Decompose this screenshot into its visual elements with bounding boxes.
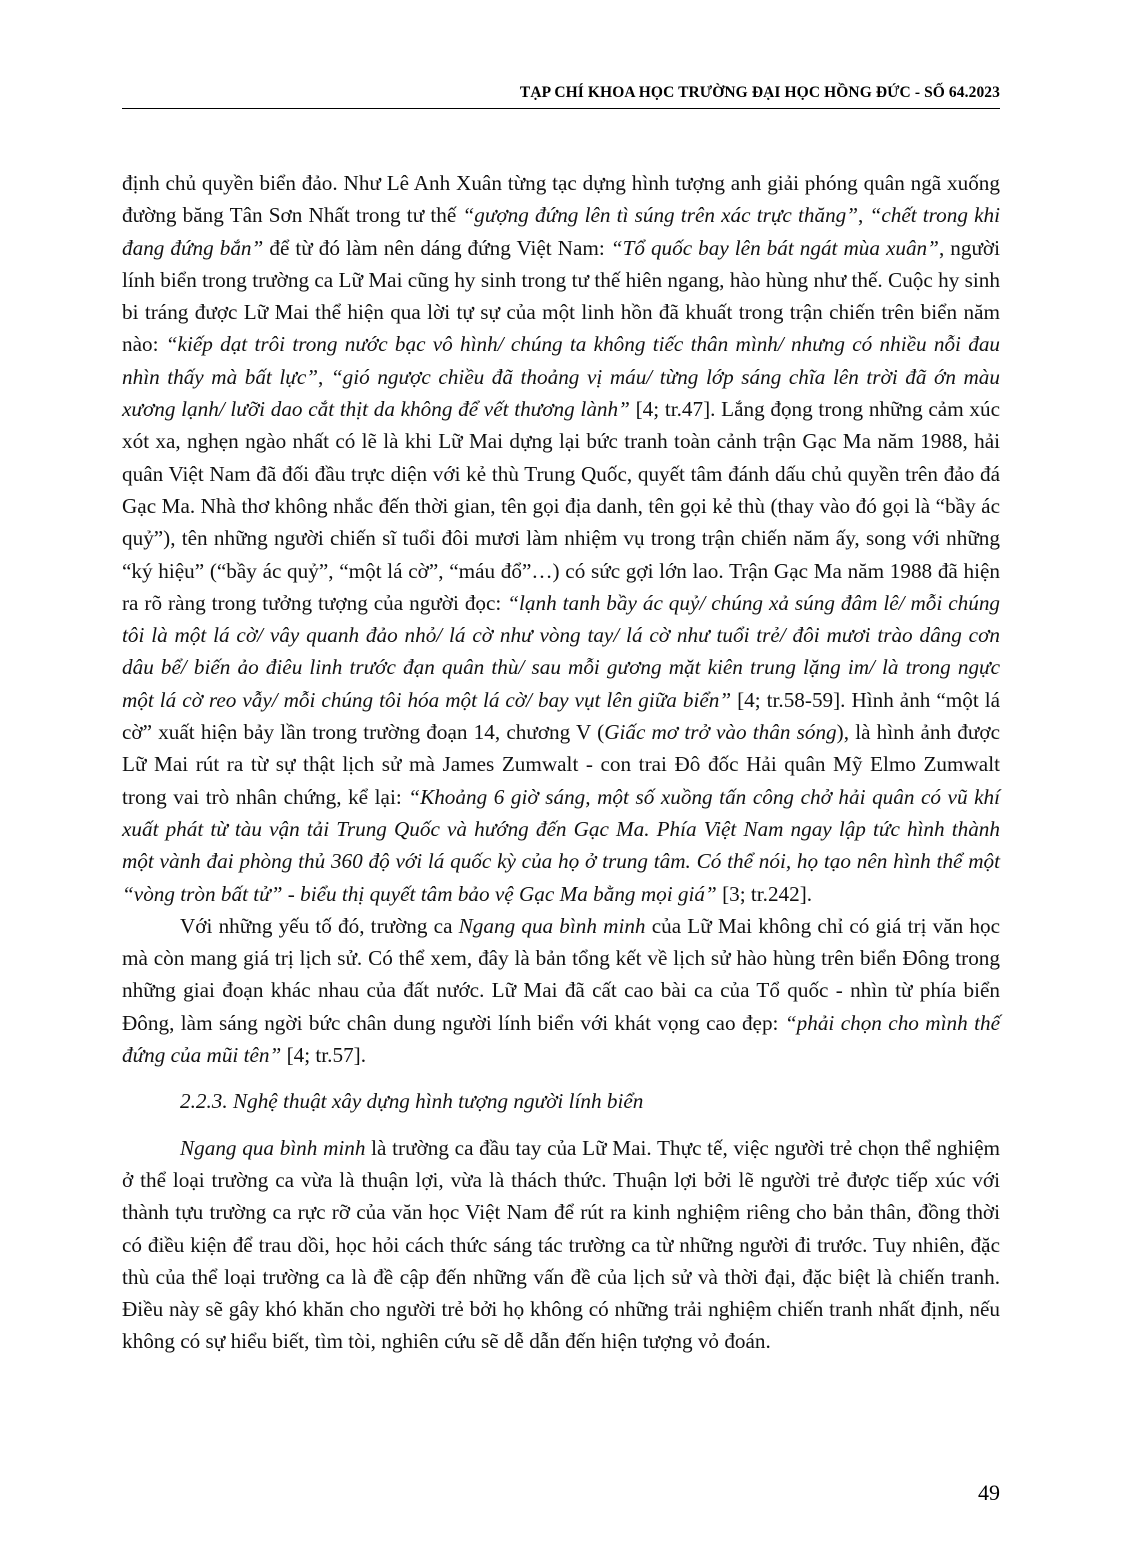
italic-quote-segment: “chết trong khi đang đứng bắn”: [122, 203, 1000, 260]
paragraph-gac-ma: [122, 167, 1000, 910]
text-segment: [4; tr.58-59]. Hình ảnh “một lá cờ” xuất hiện bảy lần trong trường đoạn 14, chương V (: [122, 687, 1000, 745]
text-segment: là trường ca đầu tay của Lữ Mai. Thực tế, việc người trẻ chọn thể nghiệm ở thể loại trường ca vừa là thuận lợi, vừa là thách thức. Thuận lợi bởi lẽ người trẻ được tiếp xúc với thành tựu trường ca rực rỡ của văn học Việt Nam để rút ra kinh nghiệm riêng cho bản thân, đồng thời có điều kiện để trau dồi, học hỏi cách thức sáng tác trường ca từ những người đi trước. Tuy nhiên, đặc thù của thể loại trường ca là đề cập đến những vấn đề của lịch sử và thời đại, đặc biệt là chiến tranh. Điều này sẽ gây khó khăn cho người trẻ bởi họ không có những trải nghiệm chiến tranh nhất định, nếu không có sự hiểu biết, tìm tòi, nghiên cứu sẽ dễ dẫn đến hiện tượng vỏ đoán.: [122, 1135, 1000, 1354]
italic-quote-segment: “lạnh tanh bầy ác quỷ/ chúng xả súng đâm lê/ mỗi chúng tôi là một lá cờ/ vây quanh đảo nhỏ/ lá cờ như vòng tay/ lá cờ như tuổi trẻ/ đôi mươi trào dâng cơn dâu bể/ biến ảo điêu linh trước đạn quân thù/ sau mỗi gương mặt kiên trung lặng im/ là trong ngực một lá cờ reo vẫy/ mỗi chúng tôi hóa một lá cờ/ bay vụt lên giữa biển”: [122, 590, 1001, 712]
text-segment: định chủ quyền biển đảo. Như Lê Anh Xuân từng tạc dựng hình tượng anh giải phóng quân ngã xuống đường băng Tân Sơn Nhất trong tư thế: [122, 171, 1000, 228]
text-segment: ,: [858, 203, 870, 228]
italic-quote-segment: “Khoảng 6 giờ sáng, một số xuồng tấn công chở hải quân có vũ khí xuất phát từ tàu vận tải Trung Quốc và hướng đến Gạc Ma. Phía Việt Nam ngay lập tức hình thành một vành đai phòng thủ 360 độ với lá quốc kỳ của họ ở trung tâm. Có thể nói, họ tạo nên hình thể một “vòng tròn bất tử” - biểu thị quyết tâm bảo vệ Gạc Ma bằng mọi giá”: [122, 784, 1000, 906]
paragraph-artistic-technique: [122, 1132, 1000, 1358]
body-text: [122, 167, 1000, 1358]
italic-quote-segment: Ngang qua bình minh: [180, 1135, 366, 1160]
text-segment: [3; tr.242].: [716, 881, 813, 906]
text-segment: [4; tr.57].: [281, 1043, 367, 1068]
text-segment: [4; tr.47]. Lắng đọng trong những cảm xúc xót xa, nghẹn ngào nhất có lẽ là khi Lữ Mai dựng lại bức tranh toàn cảnh trận Gạc Ma năm 1988, hải quân Việt Nam đã đối đầu trực diện với kẻ thù Trung Quốc, quyết tâm đánh dấu chủ quyền trên đảo đá Gạc Ma. Nhà thơ không nhắc đến thời gian, tên gọi địa danh, tên gọi kẻ thù (thay vào đó gọi là “bầy ác quỷ”), tên những người chiến sĩ tuổi đôi mươi làm nhiệm vụ trong trận chiến năm ấy, song với những “ký hiệu” (“bầy ác quỷ”, “một lá cờ”, “máu đổ”…) có sức gợi lớn lao. Trận Gạc Ma năm 1988 đã hiện ra rõ ràng trong tưởng tượng của người đọc:: [122, 397, 1000, 615]
paragraph-historical-value: [122, 910, 1000, 1071]
italic-quote-segment: “phải chọn cho mình thế đứng của mũi tên”: [122, 1010, 1000, 1068]
page-number: 49: [978, 1480, 1000, 1505]
text-segment: Với những yếu tố đó, trường ca: [180, 913, 459, 938]
text-segment: để từ đó làm nên dáng đứng Việt Nam:: [263, 235, 611, 260]
text-segment: , người lính biển trong trường ca Lữ Mai cũng hy sinh trong tư thế hiên ngang, hào hùng như thế. Cuộc hy sinh bi tráng được Lữ Mai thể hiện qua lời tự sự của một linh hồn đã khuất trong trận chiến trên biển năm nào:: [122, 235, 1001, 357]
section-heading: 2.2.3. Nghệ thuật xây dựng hình tượng người lính biển: [180, 1089, 644, 1114]
journal-title: TẠP CHÍ KHOA HỌC TRƯỜNG ĐẠI HỌC HỒNG ĐỨC - SỐ 64.2023: [519, 84, 1000, 101]
italic-quote-segment: “kiếp dạt trôi trong nước bạc vô hình/ chúng ta không tiếc thân mình/ nhưng có nhiều nỗi đau nhìn thấy mà bất lực”: [122, 332, 1001, 389]
italic-quote-segment: Giấc mơ trở vào thân sóng: [604, 720, 837, 745]
text-segment: của Lữ Mai không chỉ có giá trị văn học mà còn mang giá trị lịch sử. Có thể xem, đây là bản tổng kết về lịch sử hào hùng trên biển Đông trong những giai đoạn khác nhau của đất nước. Lữ Mai đã cất cao bài ca của Tổ quốc - nhìn từ phía biển Đông, làm sáng ngời bức chân dung người lính biển với khát vọng cao đẹp:: [122, 913, 1000, 1035]
italic-quote-segment: “Tổ quốc bay lên bát ngát mùa xuân”: [610, 235, 939, 260]
italic-quote-segment: “gượng đứng lên tì súng trên xác trực thăng”: [462, 203, 859, 228]
text-segment: ,: [318, 364, 331, 389]
italic-quote-segment: Ngang qua bình minh: [458, 913, 646, 938]
running-header: [122, 84, 1000, 109]
italic-quote-segment: “gió ngược chiều đã thoảng vị máu/ từng lớp sáng chĩa lên trời đã ớn màu xương lạnh/ lưỡi dao cắt thịt da không để vết thương lành”: [122, 364, 1000, 422]
text-segment: ), là hình ảnh được Lữ Mai rút ra từ sự thật lịch sử mà James Zumwalt - con trai Đô đốc Hải quân Mỹ Elmo Zumwalt trong vai trò nhân chứng, kể lại:: [122, 720, 1000, 809]
